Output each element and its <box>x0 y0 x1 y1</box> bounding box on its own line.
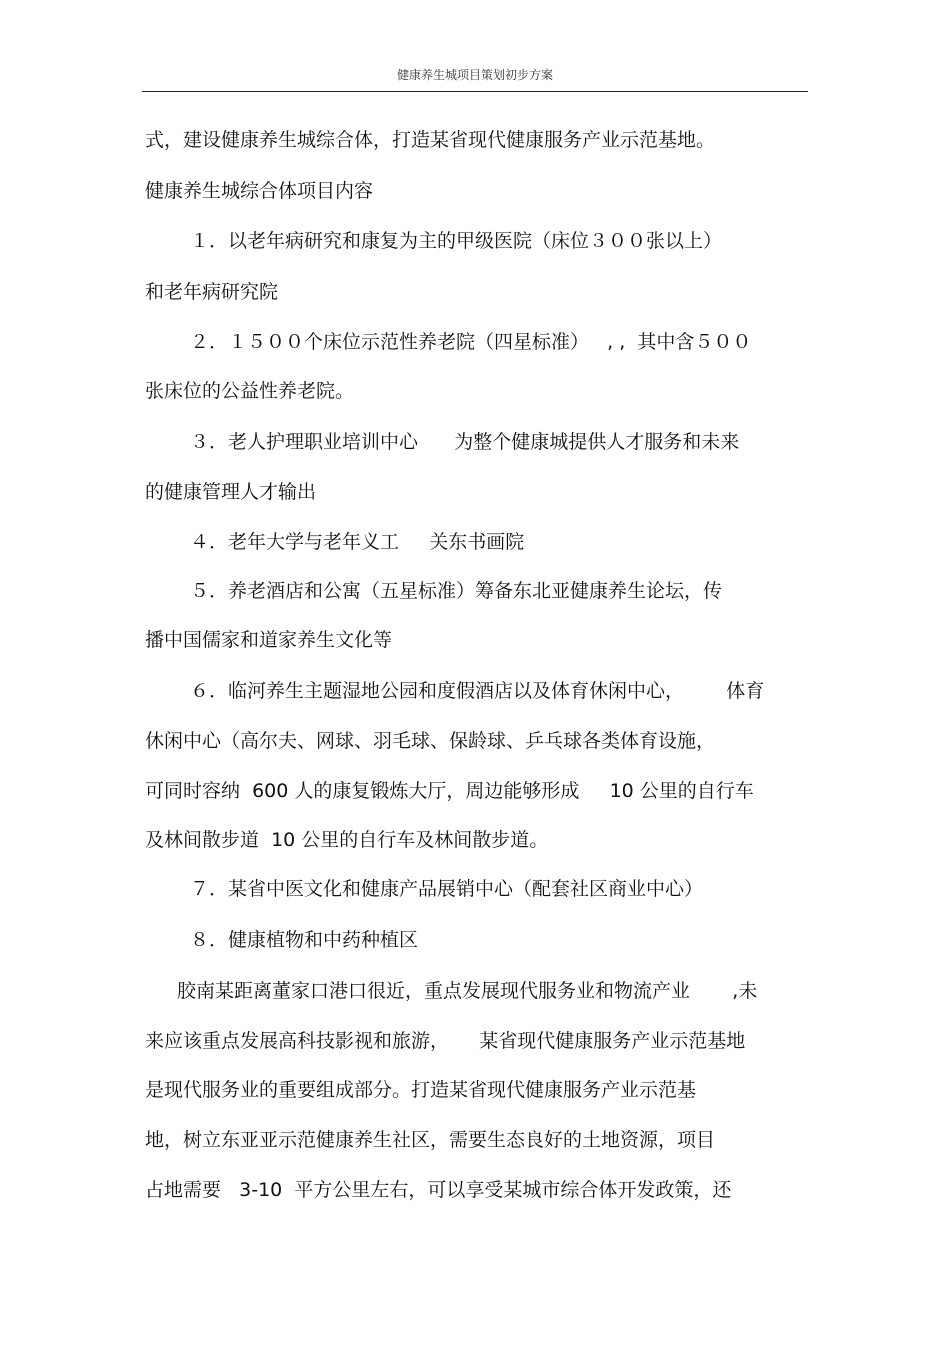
paragraph-start: 胶南某距离董家口港口很近，重点发展现代服务业和物流产业 ,未 <box>177 980 758 1002</box>
list-item-6: ６．临河养生主题湿地公园和度假酒店以及体育休闲中心， 体育 <box>190 680 765 702</box>
text-line: 休闲中心（高尔夫、网球、羽毛球、保龄球、乒乓球各类体育设施， <box>145 730 716 752</box>
list-item-2: ２．１５００个床位示范性养老院（四星标准） , , 其中含５００ <box>190 331 752 353</box>
list-item-1: １．以老年病研究和康复为主的甲级医院（床位３００张以上） <box>190 230 723 252</box>
list-item-5: ５．养老酒店和公寓（五星标准）筹备东北亚健康养生论坛，传 <box>190 580 723 602</box>
list-item-8: ８．健康植物和中药种植区 <box>190 929 419 951</box>
text-line: 播中国儒家和道家养生文化等 <box>145 629 393 651</box>
text-line: 式，建设健康养生城综合体，打造某省现代健康服务产业示范基地。 <box>145 129 716 151</box>
running-header: 健康养生城项目策划初步方案 <box>396 68 553 82</box>
text-line: 的健康管理人才输出 <box>145 481 317 503</box>
text-line: 张床位的公益性养老院。 <box>145 380 355 402</box>
section-heading: 健康养生城综合体项目内容 <box>145 180 374 202</box>
text-line: 来应该重点发展高科技影视和旅游， 某省现代健康服务产业示范基地 <box>145 1030 746 1052</box>
text-line: 是现代服务业的重要组成部分。打造某省现代健康服务产业示范基 <box>145 1079 697 1101</box>
text-line: 占地需要 3-10 平方公里左右，可以享受某城市综合体开发政策，还 <box>145 1179 732 1201</box>
text-line: 可同时容纳 600 人的康复锻炼大厅，周边能够形成 10 公里的自行车 <box>145 780 754 802</box>
text-line: 和老年病研究院 <box>145 281 279 303</box>
header-rule <box>142 91 808 92</box>
text-line: 地，树立东亚亚示范健康养生社区，需要生态良好的土地资源，项目 <box>145 1129 716 1151</box>
list-item-7: ７．某省中医文化和健康产品展销中心（配套社区商业中心） <box>190 878 704 900</box>
list-item-4: ４．老年大学与老年义工 关东书画院 <box>190 531 525 553</box>
list-item-3: ３．老人护理职业培训中心 为整个健康城提供人才服务和未来 <box>190 431 740 453</box>
text-line: 及林间散步道 10 公里的自行车及林间散步道。 <box>145 829 549 851</box>
